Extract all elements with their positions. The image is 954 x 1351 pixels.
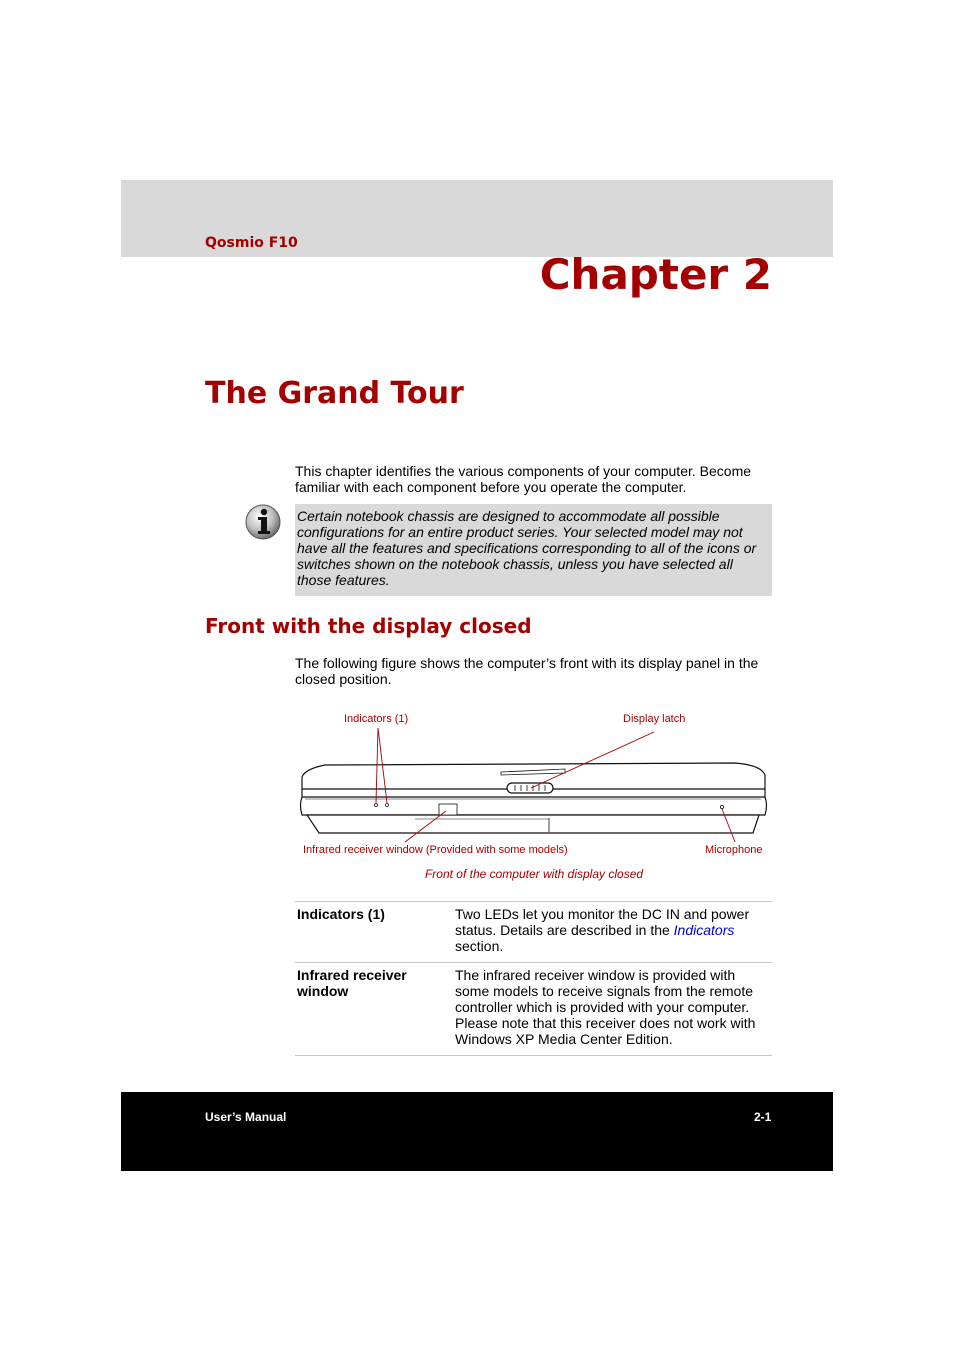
page-title: The Grand Tour [205,376,464,411]
note-text: Certain notebook chassis are designed to accommodate all possible configurations for an entire product series. Your selected model may not have all the features and specifications corresponding to all of the icons or switches shown on the notebook chassis, unless you have selected all those features. [297,508,757,588]
page-number: 2-1 [754,1110,772,1124]
desc-indicators-after: section. [455,938,504,954]
info-icon [245,504,281,540]
section-title: Front with the display closed [205,614,532,638]
product-name: Qosmio F10 [205,235,298,251]
figure-caption: Front of the computer with display closed [424,867,644,881]
laptop-front-drawing [295,705,775,865]
intro-paragraph: This chapter identifies the various components of your computer. Become familiar with each component before you operate the computer. [295,463,752,495]
callout-microphone: Microphone [705,844,763,856]
table-row [295,963,772,1056]
table-row [295,902,772,963]
footer-manual-label: User’s Manual [205,1110,287,1124]
note-box [295,504,772,596]
term-infrared: Infrared receiver window [295,963,453,1056]
indicators-link[interactable]: Indicators [673,922,735,938]
callout-infrared: Infrared receiver window (Provided with some models) [303,844,568,856]
term-indicators: Indicators (1) [295,902,453,963]
component-table [295,901,772,1056]
desc-indicators [453,902,772,963]
footer-band [121,1092,833,1171]
desc-indicators-before: Two LEDs let you monitor the DC IN and power status. Details are described in the [455,906,750,938]
section-paragraph: The following figure shows the computer’s front with its display panel in the closed position. [295,655,759,687]
desc-infrared: The infrared receiver window is provided with some models to receive signals from the remote controller which is provided with your computer. Please note that this receiver does not work with Windows XP Media Center Edition. [453,963,772,1056]
callout-display-latch: Display latch [623,713,686,725]
laptop-front-figure [295,705,775,865]
chapter-title: Chapter 2 [539,250,772,299]
callout-indicators: Indicators (1) [344,713,409,725]
